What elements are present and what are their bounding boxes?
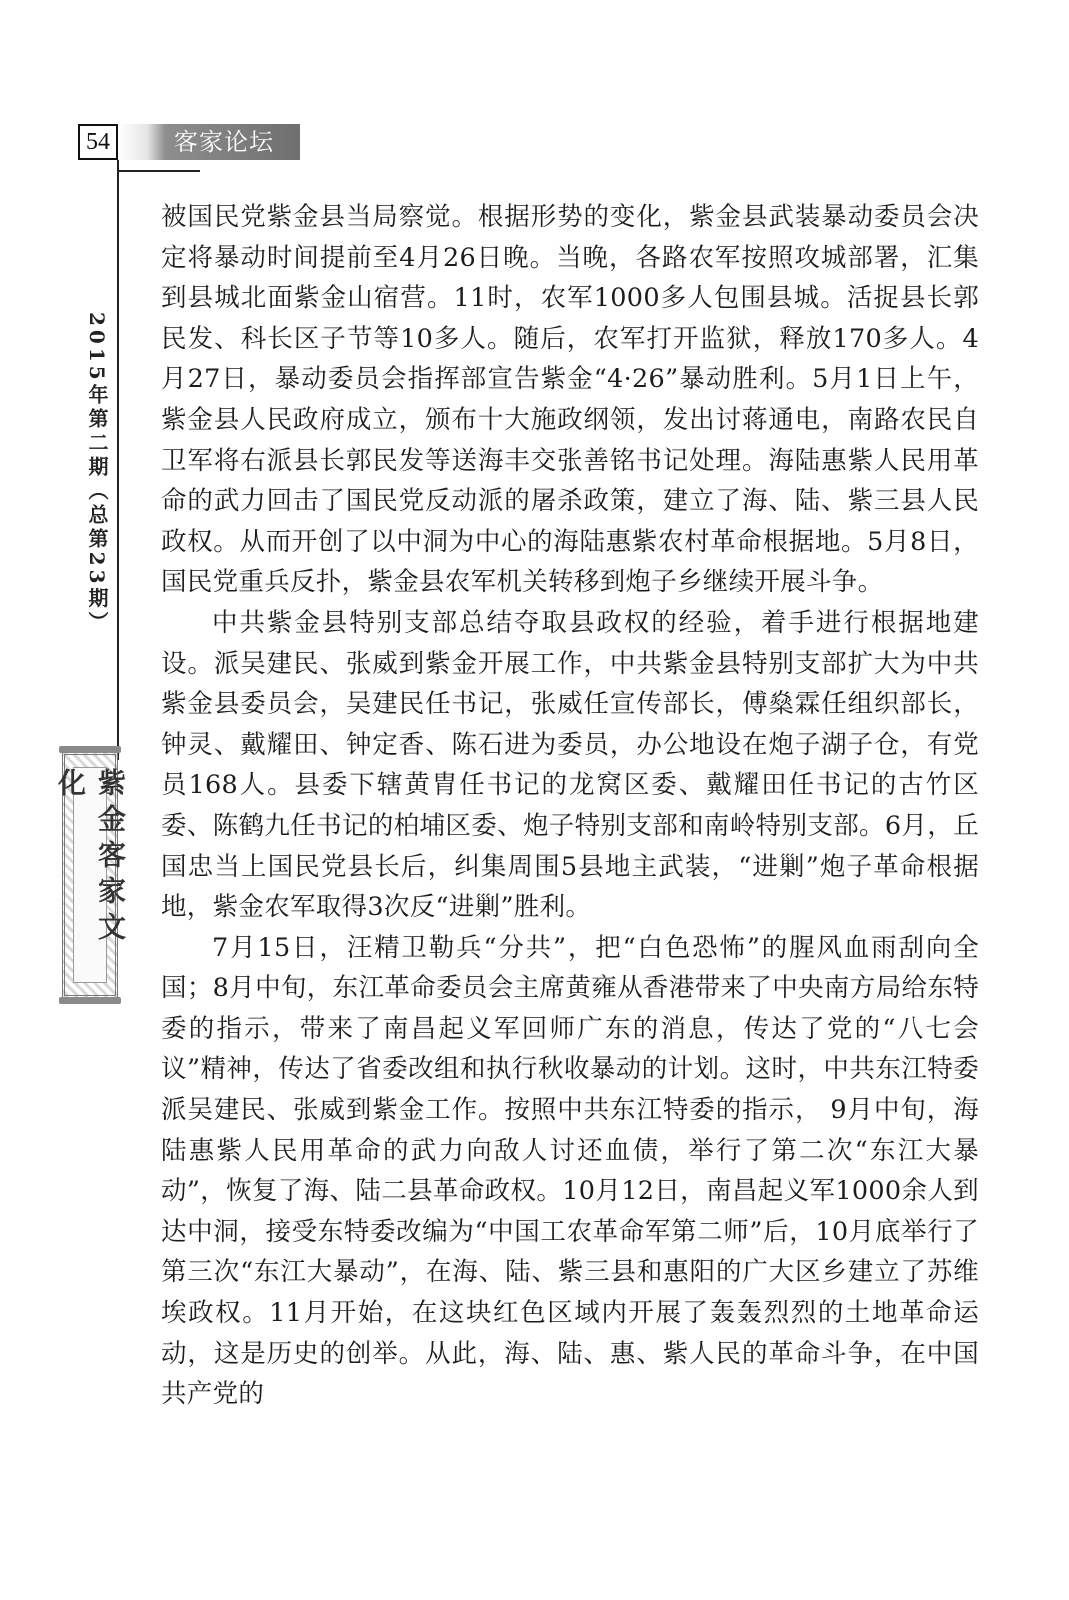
scroll-rod-bottom: [59, 997, 121, 1004]
scroll-rod-top: [59, 746, 121, 753]
paragraph-3: 7月15日，汪精卫勒兵“分共”，把“白色恐怖”的腥风血雨刮向全国；8月中旬，东江革命委员会主席黄雍从香港带来了中央南方局给东特委的指示，带来了南昌起义军回师广东的消息，传达了党的“八七会议”精神，传达了省委改组和执行秋收暴动的计划。这时，中共东江特委派吴建民、张威到紫金工作。按照中共东江特委的指示， 9月中旬，海陆惠紫人民用革命的武力向敌人讨还血债，举行了第二次“东江大暴动”，恢复了海、陆二县革命政权。10月12日，南昌起义军1000余人到达中洞，接受东特委改编为“中国工农革命军第二师”后，10月底举行了第三次“东江大暴动”，在海、陆、紫三县和惠阳的广大区乡建立了苏维埃政权。11月开始，在这块红色区域内开展了轰轰烈烈的土地革命运动，这是历史的创举。从此，海、陆、惠、紫人民的革命斗争，在中国共产党的: [161, 932, 979, 1410]
page-number: 54: [78, 124, 118, 160]
paragraph-1: 被国民党紫金县当局察觉。根据形势的变化，紫金县武装暴动委员会决定将暴动时间提前至4月26日晚。当晚，各路农军按照攻城部署，汇集到县城北面紫金山宿营。11时，农军1000多人包围县城。活捉县长郭民发、科长区子节等10多人。随后，农军打开监狱，释放170多人。4月27日，暴动委员会指挥部宣告紫金“4·26”暴动胜利。5月1日上午，紫金县人民政府成立，颁布十大施政纲领，发出讨蒋通电，南路农民自卫军将右派县长郭民发等送海丰交张善铭书记处理。海陆惠紫人民用革命的武力回击了国民党反动派的屠杀政策，建立了海、陆、紫三县人民政权。从而开创了以中洞为中心的海陆惠紫农村革命根据地。5月8日，国民党重兵反扑，紫金县农军机关转移到炮子乡继续开展斗争。: [161, 202, 979, 598]
section-title: 客家论坛: [174, 128, 274, 156]
article-body: [161, 197, 979, 1415]
logo-text: 紫金客家文化: [73, 767, 107, 983]
margin-rule-horizontal: [117, 170, 200, 172]
logo-scroll: [54, 752, 127, 998]
issue-label: 2015年第二期（总第23期）: [85, 312, 109, 636]
paragraph-2: 中共紫金县特别支部总结夺取县政权的经验，着手进行根据地建设。派吴建民、张威到紫金开展工作，中共紫金县特别支部扩大为中共紫金县委员会，吴建民任书记，张威任宣传部长，傅燊霖任组织部长，钟灵、戴耀田、钟定香、陈石进为委员，办公地设在炮子湖子仓，有党员168人。县委下辖黄胄任书记的龙窝区委、戴耀田任书记的古竹区委、陈鹤九任书记的柏埔区委、炮子特别支部和南岭特别支部。6月，丘国忠当上国民党县长后，纠集周围5县地主武装，“进剿”炮子革命根据地，紫金农军取得3次反“进剿”胜利。: [161, 607, 979, 923]
margin-rule-vertical: [117, 160, 119, 760]
